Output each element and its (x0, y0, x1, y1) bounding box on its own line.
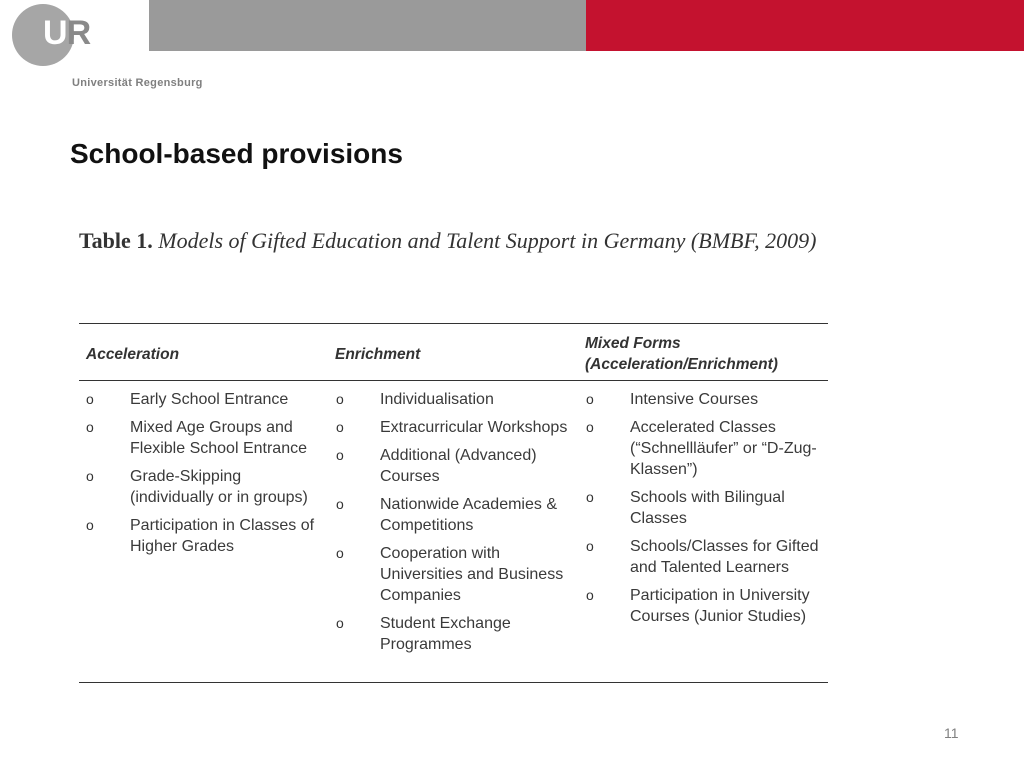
bullet-icon: o (86, 419, 94, 435)
list-item-text: Schools with Bilingual Classes (630, 489, 785, 527)
bullet-icon: o (336, 545, 344, 561)
header-acceleration: Acceleration (86, 346, 180, 363)
table-caption-label: Table 1. (79, 228, 153, 253)
list-item-text: Cooperation with Universities and Business Companies (380, 545, 564, 604)
list-item (579, 585, 828, 627)
provisions-table (79, 323, 828, 683)
list-item-text: Grade-Skipping (individually or in groups) (130, 468, 308, 506)
bullet-icon: o (336, 447, 344, 463)
bullet-icon: o (586, 489, 594, 505)
list-item (329, 494, 579, 536)
bullet-icon: o (86, 391, 94, 407)
list-item-text: Mixed Age Groups and Flexible School Entrance (130, 419, 307, 457)
column-mixed-forms (579, 389, 828, 634)
logo-text: Universität Regensburg (72, 77, 203, 89)
list-item (79, 417, 329, 459)
list-item-text: Additional (Advanced) Courses (380, 447, 537, 485)
table-bottom-rule (79, 682, 828, 683)
bullet-icon: o (586, 538, 594, 554)
list-item-text: Accelerated Classes (“Schnellläufer” or “D-Zug-Klassen”) (630, 419, 817, 478)
header-mixed-forms-line: (Acceleration/Enrichment) (585, 356, 778, 373)
list-item-text: Participation in University Courses (Junior Studies) (630, 587, 810, 625)
page-number: 11 (944, 725, 959, 741)
list-item (329, 543, 579, 606)
list-item-text: Early School Entrance (130, 391, 289, 408)
list-item (79, 466, 329, 508)
bullet-icon: o (586, 587, 594, 603)
bullet-icon: o (336, 419, 344, 435)
bullet-icon: o (336, 615, 344, 631)
header-bar-red (586, 0, 1024, 51)
list-item (79, 515, 329, 557)
slide-title: School-based provisions (70, 138, 403, 169)
bullet-icon: o (336, 496, 344, 512)
list-item-text: Individualisation (380, 391, 494, 408)
list-item (329, 613, 579, 655)
list-item (79, 389, 329, 410)
column-enrichment (329, 389, 579, 662)
list-item-text: Student Exchange Programmes (380, 615, 511, 653)
bullet-icon: o (336, 391, 344, 407)
list-item (579, 417, 828, 480)
table-header-row (79, 324, 828, 380)
logo-letters: UR (43, 14, 91, 52)
bullet-icon: o (586, 419, 594, 435)
list-item-text: Extracurricular Workshops (380, 419, 568, 436)
bullet-icon: o (86, 468, 94, 484)
list-item-text: Participation in Classes of Higher Grades (130, 517, 315, 555)
bullet-icon: o (86, 517, 94, 533)
bullet-icon: o (586, 391, 594, 407)
table-caption-text: Models of Gifted Education and Talent Support in Germany (BMBF, 2009) (152, 228, 817, 253)
list-item (579, 536, 828, 578)
header-mixed-forms (585, 333, 778, 375)
university-logo (12, 4, 202, 94)
header-bar-gray (149, 0, 586, 51)
list-item (329, 389, 579, 410)
list-item-text: Nationwide Academies & Competitions (380, 496, 557, 534)
list-item (329, 445, 579, 487)
list-item-text: Intensive Courses (630, 391, 759, 408)
list-item (329, 417, 579, 438)
header-mixed-forms-line: Mixed Forms (585, 335, 681, 352)
list-item-text: Schools/Classes for Gifted and Talented Learners (630, 538, 819, 576)
list-item (579, 389, 828, 410)
table-body (79, 381, 828, 682)
list-item (579, 487, 828, 529)
table-caption (79, 224, 819, 257)
header-enrichment: Enrichment (335, 346, 421, 363)
column-acceleration (79, 389, 329, 564)
